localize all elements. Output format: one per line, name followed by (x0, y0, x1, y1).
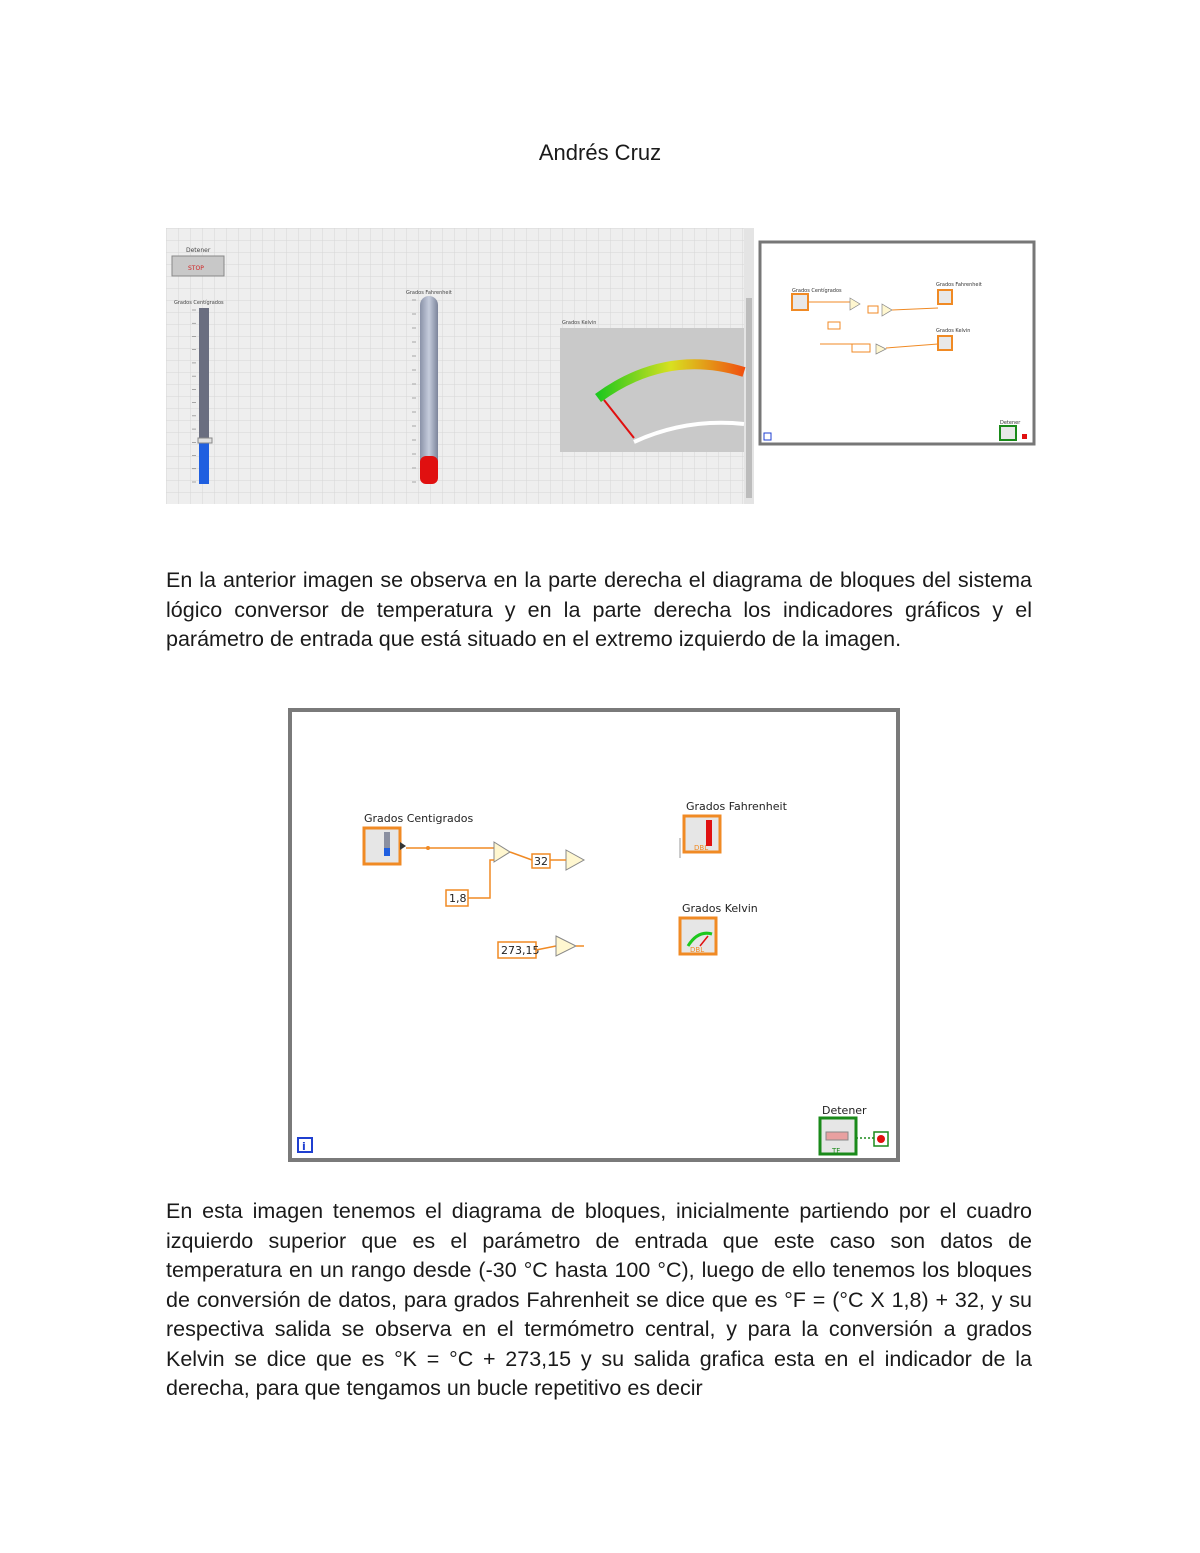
author-name: Andrés Cruz (538, 140, 662, 165)
mini-loop-iteration (764, 433, 771, 440)
const-18-text: 1,8 (449, 892, 467, 905)
mini-celsius-label: Grados Centígrados (792, 288, 842, 294)
mini-kelvin-indicator (938, 336, 952, 350)
mini-stop-control[interactable] (1000, 426, 1016, 440)
fahrenheit-indicator (684, 816, 720, 852)
stop-control-label: Detener (822, 1104, 867, 1117)
mini-kelvin-label: Grados Kelvin (936, 328, 971, 334)
kelvin-gauge (560, 328, 744, 452)
stop-condition-icon (877, 1135, 885, 1143)
fahrenheit-thermometer (420, 296, 438, 484)
kelvin-indicator (680, 918, 716, 954)
slider-thumb[interactable] (198, 438, 212, 443)
mini-stop-condition (1022, 434, 1027, 439)
celsius-slider-label: Grados Centígrados (174, 300, 224, 306)
svg-text:TF: TF (832, 1147, 841, 1155)
const-27315-text: 273,15 (501, 944, 540, 957)
fahrenheit-thermometer-label: Grados Fahrenheit (406, 290, 452, 296)
mini-stop-label: Detener (1000, 420, 1021, 426)
celsius-control[interactable] (364, 828, 406, 864)
stop-button-text: STOP (188, 265, 204, 272)
paragraph-figure1-description: En la anterior imagen se observa en la parte derecha el diagrama de bloques del sistema lógico conversor de temperatura y en la parte derecha los indicadores gráficos y el parámetro de entrada que está situado en el extremo izquierdo de la imagen. (166, 568, 1032, 651)
scrollbar[interactable] (746, 298, 752, 498)
mini-celsius-control[interactable] (792, 294, 808, 310)
const-32-text: 32 (534, 855, 548, 868)
svg-text:DBL: DBL (690, 946, 705, 954)
mini-const-27315 (852, 344, 870, 352)
kelvin-gauge-label: Grados Kelvin (562, 320, 597, 326)
stop-control[interactable] (820, 1118, 856, 1155)
svg-text:i: i (302, 1140, 306, 1153)
mini-fahrenheit-label: Grados Fahrenheit (936, 282, 982, 288)
fahrenheit-indicator-label: Grados Fahrenheit (686, 800, 787, 813)
figure-block-diagram (288, 708, 904, 1168)
celsius-control-label: Grados Centigrados (364, 812, 474, 825)
while-loop-frame (290, 710, 898, 1160)
mini-const-32 (868, 306, 878, 313)
paragraph-figure2-description: En esta imagen tenemos el diagrama de bloques, inicialmente partiendo por el cuadro izquierdo superior que es el parámetro de entrada que este caso son datos de temperatura en un rango desde (-30 °C hasta 100 °C), luego de ello tenemos los bloques de conversión de datos, para grados Fahrenheit se dice que es °F = (°C X 1,8) + 32, y su respectiva salida se observa en el termómetro central, y para la conversión a grados Kelvin se dice que es °K = °C + 273,15 y su salida grafica esta en el indicador de la derecha, para que tengamos un bucle repetitivo es decir (166, 1199, 1032, 1400)
stop-label: Detener (186, 247, 211, 254)
kelvin-indicator-label: Grados Kelvin (682, 902, 758, 915)
svg-text:DBL: DBL (694, 844, 709, 852)
mini-const-18 (828, 322, 840, 329)
front-panel (166, 228, 754, 504)
mini-block-diagram (760, 242, 1034, 444)
figure-front-panel-and-diagram (166, 228, 1050, 506)
mini-fahrenheit-indicator (938, 290, 952, 304)
